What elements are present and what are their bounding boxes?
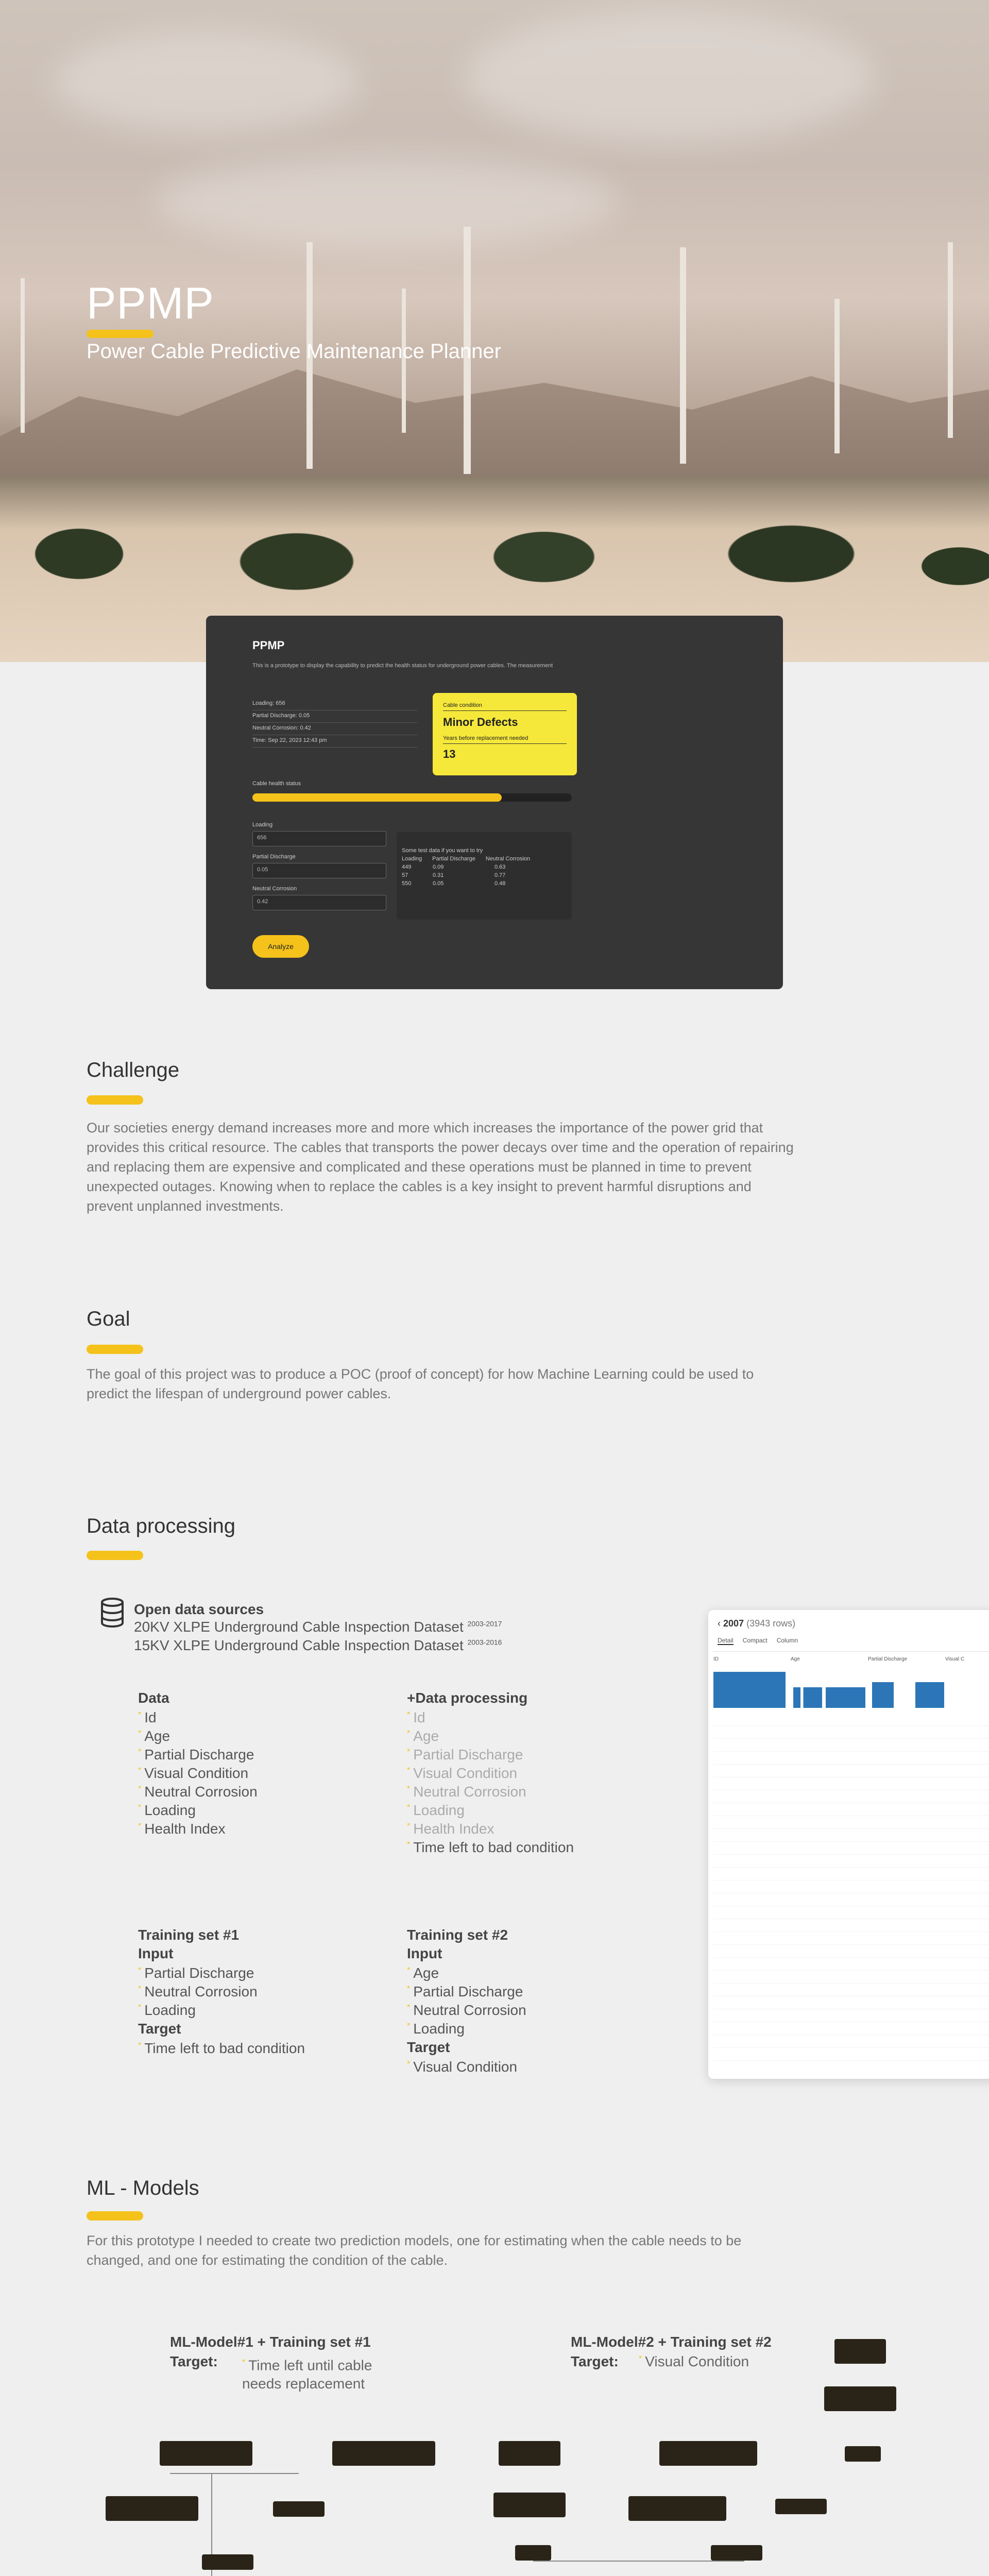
partial-discharge-input[interactable]: 0.05: [252, 863, 386, 878]
test-data-table: [397, 832, 572, 920]
model-node: [202, 2554, 253, 2570]
dataset-header: ‹ 2007 (3943 rows): [718, 1618, 796, 1629]
table-header-cell: Neutral Corrosion: [485, 856, 531, 862]
tab-detail[interactable]: Detail: [718, 1637, 734, 1644]
plus-item: * Health Index: [407, 1821, 494, 1837]
source-name: 20KV XLPE Underground Cable Inspection Dataset: [134, 1619, 464, 1635]
trees: [0, 446, 989, 600]
table-title: Some test data if you want to try: [402, 848, 483, 854]
model-node: [332, 2441, 435, 2466]
plus-item: * Neutral Corrosion: [407, 1784, 526, 1800]
field-label: Loading: [252, 822, 273, 828]
model-node: [659, 2441, 757, 2466]
model-node: [628, 2496, 726, 2521]
table-cell: 449: [402, 864, 412, 870]
tab-compact[interactable]: Compact: [742, 1637, 768, 1644]
table-row[interactable]: [402, 864, 567, 870]
stat: Loading: 656: [252, 698, 417, 710]
column-header[interactable]: Partial Discharge: [868, 1656, 908, 1662]
set1-title: Training set #1: [138, 1927, 240, 1943]
challenge-body: Our societies energy demand increases more and more which increases the importance of the power grid that provides this critical resource. The cables that transports the power decays over time and the operation of repairing and replacing them are expensive and complicated and these operations must be planned in time to prevent unexpected outages. Knowing when to replace the cables is a key insight to prevent harmful disruptions and prevent unplanned investments.: [87, 1120, 794, 1214]
dataset-preview: [708, 1610, 989, 2079]
model1-target-label: Target:: [170, 2353, 218, 2369]
table-row[interactable]: [402, 880, 567, 887]
set2-input: * Neutral Corrosion: [407, 2002, 526, 2018]
data-item: * Health Index: [138, 1821, 226, 1837]
model2-target-label: Target:: [571, 2353, 619, 2369]
loading-input[interactable]: 656: [252, 831, 386, 846]
field-label: Neutral Corrosion: [252, 886, 297, 892]
turbine: [948, 242, 953, 438]
stat: Time: Sep 22, 2023 12:43 pm: [252, 735, 417, 748]
analyze-button[interactable]: Analyze: [252, 935, 309, 958]
plus-item: * Age: [407, 1728, 439, 1744]
hero-title: PPMP: [87, 279, 214, 328]
ml-models-title: ML - Models: [87, 2177, 199, 2199]
turbine: [834, 299, 840, 453]
data-processing-title: Data processing: [87, 1515, 236, 1537]
set1-input: * Neutral Corrosion: [138, 1984, 258, 1999]
data-item: * Neutral Corrosion: [138, 1784, 258, 1800]
table-cell: 0.31: [433, 872, 444, 878]
back-chevron-icon[interactable]: ‹: [718, 1618, 723, 1629]
sources-title: Open data sources: [134, 1601, 264, 1617]
set1-input-label: Input: [138, 1945, 174, 1961]
plus-item: * Visual Condition: [407, 1765, 518, 1781]
data-item: * Visual Condition: [138, 1765, 249, 1781]
accent-bar: [87, 1345, 143, 1354]
set2-title: Training set #2: [407, 1927, 508, 1943]
cable-condition-card: [433, 693, 577, 775]
goal-body: The goal of this project was to produce a POC (proof of concept) for how Machine Learning could be used to predict the lifespan of underground power cables.: [87, 1366, 754, 1401]
accent-bar: [87, 1095, 143, 1105]
model-node: [160, 2441, 252, 2466]
card-note: Years before replacement needed: [443, 735, 528, 741]
set2-input: * Age: [407, 1965, 439, 1981]
plus-item: * Id: [407, 1709, 425, 1725]
set1-target-label: Target: [138, 2021, 181, 2037]
table-cell: 0.77: [494, 872, 506, 878]
column-header[interactable]: ID: [713, 1656, 719, 1662]
source-years: 2003-2016: [467, 1638, 502, 1647]
card-label: Cable condition: [443, 702, 482, 708]
accent-bar: [87, 1551, 143, 1560]
table-header: [402, 856, 567, 862]
table-cell: 0.09: [433, 864, 444, 870]
app-description: This is a prototype to display the capability to predict the health status for underground power cables. The measurement: [252, 663, 553, 669]
progress-label: Cable health status: [252, 781, 301, 787]
source-name: 15KV XLPE Underground Cable Inspection Dataset: [134, 1637, 464, 1653]
table-header-cell: Loading: [402, 856, 422, 862]
histogram: [713, 1672, 786, 1708]
model1-target: * Time left until cable needs replacement: [242, 2357, 372, 2392]
model2-target: * Visual Condition: [639, 2353, 749, 2369]
model-node: [845, 2446, 881, 2462]
goal-title: Goal: [87, 1308, 130, 1330]
model-node: [824, 2386, 896, 2411]
table-cell: 0.48: [494, 880, 506, 887]
hero-subtitle: Power Cable Predictive Maintenance Planner: [87, 340, 501, 363]
column-header[interactable]: Age: [791, 1656, 800, 1662]
column-header[interactable]: Visual C: [945, 1656, 965, 1662]
table-cell: 57: [402, 872, 408, 878]
data-item: * Age: [138, 1728, 170, 1744]
card-years: 13: [443, 748, 456, 760]
hero-accent-bar: [87, 330, 154, 338]
plus-item-new: * Time left to bad condition: [407, 1839, 574, 1855]
set2-target: * Visual Condition: [407, 2059, 518, 2075]
model-node: [493, 2493, 566, 2517]
hero-banner: [0, 0, 989, 662]
set2-target-label: Target: [407, 2039, 450, 2055]
model-node: [834, 2339, 886, 2364]
set1-input: * Loading: [138, 2002, 196, 2018]
dataset-rows: [713, 1713, 989, 2069]
field-label: Partial Discharge: [252, 854, 296, 860]
data-item: * Id: [138, 1709, 157, 1725]
dataset-columns: [713, 1656, 989, 1662]
table-header-cell: Partial Discharge: [432, 856, 475, 862]
app-screenshot: [206, 616, 783, 989]
challenge-title: Challenge: [87, 1059, 180, 1081]
data-item: * Loading: [138, 1802, 196, 1818]
table-row[interactable]: [402, 872, 567, 878]
model-node: [106, 2496, 198, 2521]
data-title: Data: [138, 1690, 169, 1706]
tab-column[interactable]: Column: [776, 1637, 798, 1644]
source-years: 2003-2017: [467, 1619, 502, 1628]
data-item: * Partial Discharge: [138, 1747, 254, 1762]
set2-input: * Loading: [407, 2021, 465, 2037]
model2-title: ML-Model#2 + Training set #2: [571, 2334, 772, 2350]
set1-target: * Time left to bad condition: [138, 2040, 305, 2056]
model-node: [273, 2501, 325, 2517]
set1-input: * Partial Discharge: [138, 1965, 254, 1981]
histogram: [872, 1682, 944, 1708]
model1-title: ML-Model#1 + Training set #1: [170, 2334, 371, 2350]
ml-models-body: For this prototype I needed to create two prediction models, one for estimating when the cable needs to be changed, and one for estimating the condition of the cable.: [87, 2233, 742, 2268]
source-item: [134, 1637, 502, 1654]
set2-input: * Partial Discharge: [407, 1984, 523, 1999]
model-node: [775, 2499, 827, 2514]
health-progress-fill: [252, 793, 502, 802]
model-node: [711, 2545, 762, 2561]
database-icon: [99, 1597, 125, 1628]
plus-data-title: +Data processing: [407, 1690, 528, 1706]
source-item: [134, 1619, 502, 1635]
neutral-corrosion-input[interactable]: 0.42: [252, 895, 386, 910]
app-stats: [252, 698, 417, 748]
turbine: [680, 247, 686, 464]
dataset-tabs: [718, 1637, 798, 1645]
set2-input-label: Input: [407, 1945, 442, 1961]
stat: Partial Discharge: 0.05: [252, 710, 417, 723]
turbine: [21, 278, 25, 433]
stat: Neutral Corrosion: 0.42: [252, 723, 417, 735]
plus-item: * Loading: [407, 1802, 465, 1818]
table-cell: 550: [402, 880, 412, 887]
plus-item: * Partial Discharge: [407, 1747, 523, 1762]
accent-bar: [87, 2211, 143, 2221]
app-title: PPMP: [252, 639, 285, 652]
model-node: [499, 2441, 560, 2466]
model-node: [515, 2545, 551, 2561]
histogram: [793, 1687, 865, 1708]
table-cell: 0.05: [433, 880, 444, 887]
health-progress-bar: [252, 793, 572, 802]
table-cell: 0.63: [494, 864, 506, 870]
card-value: Minor Defects: [443, 716, 518, 728]
